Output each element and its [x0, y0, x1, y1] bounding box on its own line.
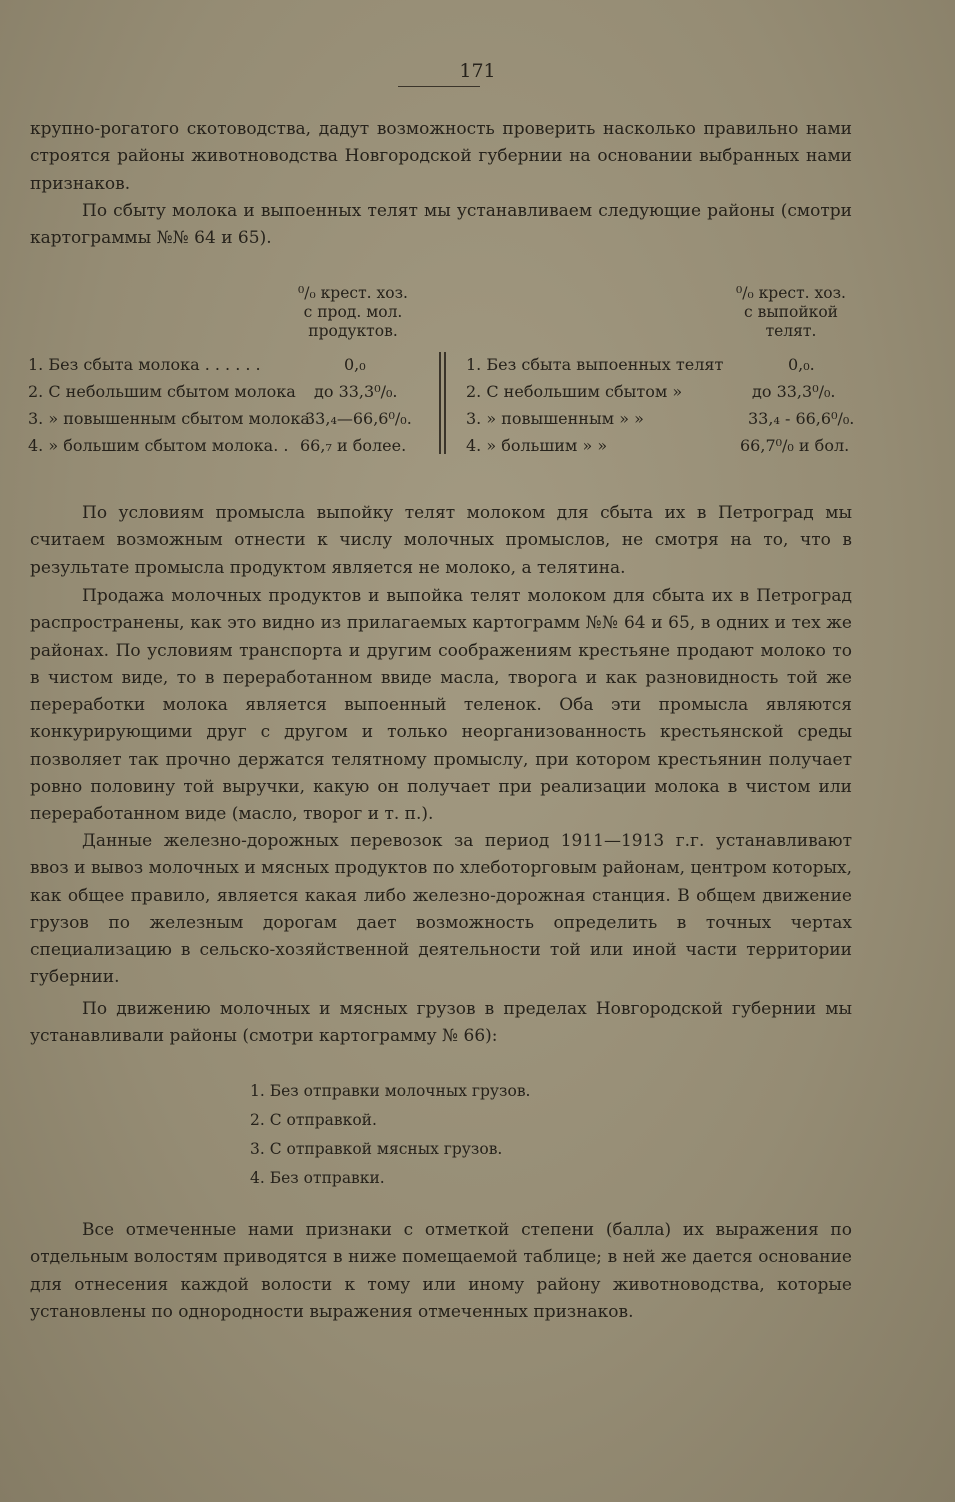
cargo-districts-list [250, 1077, 670, 1193]
list-item: 4. Без отправки. [250, 1169, 385, 1187]
paragraph-districts: По сбыту молока и выпоенных телят мы устанавливаем следующие районы (смотри картограммы №№ 64 и 65). [30, 201, 852, 249]
paragraph-cargo-movement: По движению молочных и мясных грузов в пределах Новгородской губернии мы устанавливали районы (смотри картограмму № 66): [30, 999, 852, 1047]
row-label: 1. Без сбыта молока . . . . . . [28, 355, 261, 374]
row-label: 4. » большим » » [466, 436, 608, 455]
row-label: 3. » повышенным » » [466, 409, 644, 428]
row-value: 33,₄—66,6⁰/₀. [305, 409, 412, 428]
row-label: 2. С небольшим сбытом молока [28, 382, 296, 401]
header-line: продуктов. [308, 322, 398, 340]
paragraph-railway-data: Данные железно-дорожных перевозок за период 1911—1913 г.г. устанавливают ввоз и вывоз молочных и мясных продуктов по хлеботорговым районам, центром которых, как общее правило, является какая либо железно-дорожная станция. В общем движение грузов по железным дорогам дает возможность определить в точных чертах специализацию в сельско-хозяйственной деятельности той или иной части территории губернии. [30, 831, 852, 988]
row-label: 3. » повышенным сбытом молока [28, 409, 310, 428]
header-line: с выпойкой [743, 303, 838, 321]
paragraph-intro: крупно-рогатого скотоводства, дадут возможность проверить насколько правильно нами строятся районы животноводства Новгородской губернии на основании выбранных нами признаков. [30, 119, 852, 194]
row-value: до 33,3⁰/₀. [752, 382, 836, 401]
table-divider [444, 352, 446, 454]
calf-sales-table [466, 284, 866, 464]
page-number-rule [398, 86, 480, 87]
milk-sales-table-header [278, 284, 428, 341]
table-divider [439, 352, 441, 454]
header-line: ⁰/₀ крест. хоз. [298, 284, 408, 302]
row-value: 66,7⁰/₀ и бол. [740, 436, 850, 455]
calf-sales-table-header [716, 284, 866, 341]
list-item: 3. С отправкой мясных грузов. [250, 1140, 503, 1158]
row-label: 4. » большим сбытом молока. . [28, 436, 289, 455]
row-label: 1. Без сбыта выпоенных телят [466, 355, 724, 374]
row-value: 0,₀. [788, 355, 815, 374]
header-line: ⁰/₀ крест. хоз. [736, 284, 846, 302]
row-value: 0,₀ [344, 355, 366, 374]
row-value: до 33,3⁰/₀. [314, 382, 398, 401]
milk-sales-table [28, 284, 438, 464]
list-item: 2. С отправкой. [250, 1111, 377, 1129]
paragraph-calf-industry: По условиям промысла выпойку телят молоком для сбыта их в Петроград мы считаем возможным отнести к числу молочных промыслов, не смотря на то, что в результате промысла продуктом является не молоко, а телятина. [30, 503, 852, 578]
row-value: 33,₄ - 66,6⁰/₀. [748, 409, 855, 428]
page-number: 171 [459, 60, 496, 82]
paragraph-summary: Все отмеченные нами признаки с отметкой степени (балла) их выражения по отдельным волостям приводятся в ниже помещаемой таблице; в ней же дается основание для отнесения каждой волости к тому или иному району животноводства, которые установлены по однородности выражения отмеченных признаков. [30, 1220, 852, 1322]
list-item: 1. Без отправки молочных грузов. [250, 1082, 531, 1100]
header-line: телят. [765, 322, 817, 340]
row-value: 66,₇ и более. [300, 436, 407, 455]
row-label: 2. С небольшим сбытом » [466, 382, 683, 401]
header-line: с прод. мол. [303, 303, 403, 321]
paragraph-milk-trade: Продажа молочных продуктов и выпойка телят молоком для сбыта их в Петроград распространены, как это видно из прилагаемых картограмм №№ 64 и 65, в одних и тех же районах. По условиям транспорта и другим соображениям крестьяне продают молоко то в чистом виде, то в переработанном ввиде масла, творога и как разновидность той же переработки молока является выпоенный теленок. Оба эти промысла являются конкурирующими друг с другом и только неорганизованность крестьянской среды позволяет так прочно держатся телятному промыслу, при котором крестьянин получает ровно половину той выручки, какую он получает при реализации молока в чистом или переработанном виде (масло, творог и т. п.). [30, 586, 852, 825]
